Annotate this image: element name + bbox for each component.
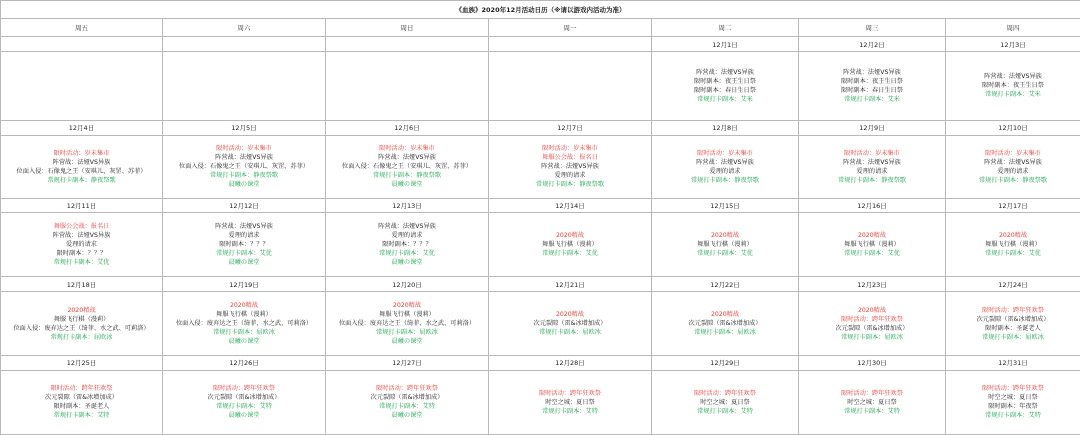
event-item: 位面入侵：石像鬼之王（安琪儿、灰罡、苏菲） bbox=[179, 163, 309, 171]
date-label: 12月26日 bbox=[163, 356, 326, 371]
day-cell bbox=[163, 51, 326, 120]
event-item: 限时副本：年夜祭 bbox=[988, 403, 1038, 411]
day-cell bbox=[489, 135, 652, 198]
day-cell bbox=[1, 135, 163, 198]
day-cell bbox=[1, 51, 163, 120]
date-label: 12月14日 bbox=[489, 198, 652, 213]
day-cell bbox=[946, 213, 1080, 277]
date-label: 12月29日 bbox=[652, 356, 799, 371]
event-item: 常规打卡副本：屈欧冰 bbox=[841, 333, 903, 341]
event-item: 爱理的请求 bbox=[66, 241, 97, 249]
event-item: 晨曦の课堂 bbox=[391, 338, 423, 346]
event-item: 阵营战：法娅VS异族 bbox=[843, 158, 901, 166]
event-item: 限时活动：跨年狂欢祭 bbox=[376, 385, 438, 393]
day-cell bbox=[326, 370, 489, 434]
event-item: 爱理的请求 bbox=[554, 172, 586, 180]
day-cell bbox=[946, 135, 1080, 198]
day-cell bbox=[799, 370, 946, 434]
day-cell bbox=[326, 51, 489, 120]
event-item: 晨曦の课堂 bbox=[391, 181, 423, 189]
date-label: 12月11日 bbox=[1, 198, 163, 213]
date-label: 12月3日 bbox=[946, 37, 1080, 52]
day-cell bbox=[799, 135, 946, 198]
event-item: 常规打卡副本：艾特 bbox=[53, 412, 110, 420]
event-item: 限时活动：岁末集市 bbox=[542, 145, 598, 153]
date-label: 12月24日 bbox=[946, 277, 1080, 292]
event-item: 限时副本：夜王生日祭 bbox=[841, 77, 903, 85]
event-item: 晨曦の课堂 bbox=[228, 412, 260, 420]
event-item: 阵营战：法娅VS异族 bbox=[541, 163, 599, 171]
day-cell bbox=[652, 370, 799, 434]
event-item: 常规打卡副本：艾优 bbox=[216, 250, 272, 258]
weekday-header: 周六 bbox=[163, 19, 326, 37]
event-item: 常规打卡副本：艾米 bbox=[844, 95, 900, 103]
day-cell bbox=[163, 291, 326, 355]
event-item: 爱理的请求 bbox=[709, 167, 741, 175]
event-item: 次元裂隙（雷&冰增加成） bbox=[835, 324, 909, 332]
day-cell bbox=[163, 135, 326, 198]
date-label: 12月23日 bbox=[799, 277, 946, 292]
event-item: 限时活动：跨年狂欢祭 bbox=[539, 389, 601, 397]
event-item: 阵营战：法娅VS异族 bbox=[984, 73, 1042, 81]
event-item: 晨曦の课堂 bbox=[228, 259, 260, 267]
date-label: 12月19日 bbox=[163, 277, 326, 292]
event-item: 阵营战：法娅VS异族 bbox=[696, 158, 754, 166]
date-label bbox=[326, 37, 489, 52]
event-item: 限时活动：岁末集市 bbox=[379, 145, 435, 153]
date-label: 12月17日 bbox=[946, 198, 1080, 213]
day-cell bbox=[799, 51, 946, 120]
date-label: 12月2日 bbox=[799, 37, 946, 52]
events-row bbox=[1, 291, 1080, 355]
event-item: 限时副本：夜王生日祭 bbox=[982, 82, 1044, 90]
event-item: 常规打卡副本：艾米 bbox=[985, 91, 1041, 99]
event-item: 2020精战 bbox=[998, 232, 1028, 240]
event-item: 阵营战：法娅VS异族 bbox=[52, 232, 111, 240]
day-cell bbox=[652, 291, 799, 355]
event-item: 阵营战：法娅VS异族 bbox=[984, 158, 1042, 166]
events-row bbox=[1, 135, 1080, 198]
event-item: 常规打卡副本：艾特 bbox=[697, 407, 753, 415]
event-item: 常规打卡副本：艾优 bbox=[53, 259, 110, 267]
event-item: 限时活动：跨年狂欢祭 bbox=[694, 389, 756, 397]
day-cell bbox=[652, 135, 799, 198]
calendar-title: 《血族》2020年12月活动日历（※请以游戏内活动为准） bbox=[1, 1, 1080, 19]
event-item: 时空之城：夏日祭 bbox=[700, 398, 750, 406]
event-item: 次元裂隙（雷&冰增加成） bbox=[207, 394, 281, 402]
date-row bbox=[1, 356, 1080, 371]
day-cell bbox=[489, 291, 652, 355]
date-label: 12月1日 bbox=[652, 37, 799, 52]
event-item: 2020精战 bbox=[229, 302, 259, 310]
date-label: 12月7日 bbox=[489, 120, 652, 135]
day-cell bbox=[163, 213, 326, 277]
day-cell bbox=[946, 291, 1080, 355]
event-item: 限时活动：跨年狂欢祭 bbox=[841, 315, 903, 323]
event-item: 常规打卡副本：艾优 bbox=[542, 250, 598, 258]
date-label: 12月15日 bbox=[652, 198, 799, 213]
event-item: 常规打卡副本：静夜祭歌 bbox=[372, 172, 442, 180]
event-item: 次元裂隙（雷&冰增加成） bbox=[370, 394, 444, 402]
event-item: 限时活动：岁末集市 bbox=[985, 149, 1041, 157]
event-item: 2020精战 bbox=[67, 306, 96, 314]
event-item: 限时活动：岁末集市 bbox=[216, 145, 272, 153]
day-cell bbox=[489, 370, 652, 434]
date-row bbox=[1, 277, 1080, 292]
date-label: 12月4日 bbox=[1, 120, 163, 135]
day-cell bbox=[946, 51, 1080, 120]
event-item: 位面入侵：废弃达之王（绮菲、水之武、可莉洛） bbox=[338, 320, 476, 328]
weekday-header: 周一 bbox=[489, 19, 652, 37]
event-item: 限时活动：跨年狂欢祭 bbox=[982, 385, 1044, 393]
event-item: 2020精战 bbox=[857, 306, 887, 314]
event-item: 舞服公会战：报名日 bbox=[542, 154, 598, 162]
events-row bbox=[1, 370, 1080, 434]
event-item: 阵营战：法娅VS异族 bbox=[215, 154, 273, 162]
event-item: 阵营战：法娅VS异族 bbox=[215, 223, 273, 231]
event-item: 限时活动：岁末集市 bbox=[697, 149, 753, 157]
event-item: 时空之城：夏日祭 bbox=[988, 394, 1038, 402]
date-label: 12月30日 bbox=[799, 356, 946, 371]
event-item: 阵营战：法娅VS异族 bbox=[696, 68, 754, 76]
date-label: 12月20日 bbox=[326, 277, 489, 292]
day-cell bbox=[1, 291, 163, 355]
event-item: 常规打卡副本：静夜祭歌 bbox=[535, 181, 605, 189]
event-item: 2020精战 bbox=[392, 302, 422, 310]
event-item: 位面入侵：废弃达之王（绮菲、水之武、可莉洛） bbox=[13, 324, 150, 332]
event-item: 常规打卡副本：屈欧冰 bbox=[376, 329, 438, 337]
day-cell bbox=[799, 291, 946, 355]
events-row bbox=[1, 51, 1080, 120]
date-row bbox=[1, 198, 1080, 213]
event-item: 限时副本：夜王生日祭 bbox=[694, 77, 756, 85]
event-item: 爱理的请求 bbox=[997, 167, 1029, 175]
event-item: 阵营战：法娅VS异族 bbox=[378, 223, 436, 231]
event-item: 2020精战 bbox=[555, 311, 585, 319]
date-label: 12月13日 bbox=[326, 198, 489, 213]
event-item: 舞服飞行棋（漫莉） bbox=[985, 241, 1041, 249]
weekday-header-row bbox=[1, 19, 1080, 37]
event-item: 常规打卡副本：艾特 bbox=[542, 407, 598, 415]
event-item: 舞服公会战：报名日 bbox=[53, 223, 110, 231]
weekday-header: 周四 bbox=[946, 19, 1080, 37]
event-item: 2020精战 bbox=[710, 232, 740, 240]
day-cell bbox=[163, 370, 326, 434]
date-row bbox=[1, 37, 1080, 52]
event-item: 2020精战 bbox=[857, 232, 887, 240]
event-item: 限时副本：？？？ bbox=[56, 250, 107, 258]
event-item: 限时副本：圣诞老人 bbox=[985, 324, 1041, 332]
event-item: 晨曦の课堂 bbox=[391, 412, 423, 420]
event-item: 常规打卡副本：艾米 bbox=[697, 95, 753, 103]
date-label: 12月27日 bbox=[326, 356, 489, 371]
event-item: 常规打卡副本：艾特 bbox=[985, 412, 1041, 420]
event-item: 2020精战 bbox=[555, 232, 585, 240]
event-item: 限时活动：跨年狂欢祭 bbox=[50, 385, 113, 393]
event-item: 限时活动：岁末集市 bbox=[53, 149, 110, 157]
event-item: 常规打卡副本：静夜祭歌 bbox=[209, 172, 279, 180]
day-cell bbox=[1, 370, 163, 434]
event-item: 爱理的请求 bbox=[228, 232, 260, 240]
event-item: 爱理的请求 bbox=[856, 167, 888, 175]
event-item: 舞服飞行棋（漫莉） bbox=[379, 311, 435, 319]
event-item: 晨曦の课堂 bbox=[228, 338, 260, 346]
date-label: 12月12日 bbox=[163, 198, 326, 213]
day-cell bbox=[326, 213, 489, 277]
date-label: 12月25日 bbox=[1, 356, 163, 371]
date-label bbox=[163, 37, 326, 52]
event-item: 位面入侵：废弃达之王（绮菲、水之武、可莉洛） bbox=[175, 320, 313, 328]
event-item: 常规打卡副本：艾优 bbox=[985, 250, 1041, 258]
event-item: 常规打卡副本：艾优 bbox=[844, 250, 900, 258]
event-item: 限时副本：圣诞老人 bbox=[53, 403, 110, 411]
event-item: 限时副本：？？？ bbox=[382, 241, 432, 249]
event-item: 常规打卡副本：屈欧冰 bbox=[213, 329, 275, 337]
event-item: 限时活动：跨年狂欢祭 bbox=[982, 306, 1044, 314]
day-cell bbox=[946, 370, 1080, 434]
event-item: 常规打卡副本：静夜祭歌 bbox=[47, 176, 116, 184]
event-item: 限时活动：跨年狂欢祭 bbox=[841, 389, 903, 397]
event-item: 限时活动：跨年狂欢祭 bbox=[213, 385, 275, 393]
event-item: 阵营战：法娅VS异族 bbox=[52, 158, 111, 166]
date-label: 12月22日 bbox=[652, 277, 799, 292]
date-label: 12月9日 bbox=[799, 120, 946, 135]
weekday-header: 周日 bbox=[326, 19, 489, 37]
day-cell bbox=[652, 213, 799, 277]
event-item: 次元裂隙（雷&冰增加成） bbox=[688, 320, 762, 328]
event-item: 舞服飞行棋（漫莉） bbox=[697, 241, 753, 249]
event-item: 常规打卡副本：屈欧冰 bbox=[982, 333, 1044, 341]
event-item: 常规打卡副本：屈欧冰 bbox=[50, 333, 113, 341]
event-item: 常规打卡副本：静夜祭歌 bbox=[837, 176, 907, 184]
event-item: 位面入侵：石像鬼之王（安琪儿、灰罡、苏菲） bbox=[342, 163, 472, 171]
event-item: 常规打卡副本：艾特 bbox=[844, 407, 900, 415]
event-item: 次元裂隙（雷&冰增加成） bbox=[45, 394, 118, 402]
event-item: 常规打卡副本：艾特 bbox=[216, 403, 272, 411]
event-item: 常规打卡副本：静夜祭歌 bbox=[690, 176, 760, 184]
event-item: 常规打卡副本：屈欧冰 bbox=[539, 329, 601, 337]
weekday-header: 周三 bbox=[799, 19, 946, 37]
event-item: 时空之城：夏日祭 bbox=[847, 398, 897, 406]
events-row bbox=[1, 213, 1080, 277]
date-label: 12月18日 bbox=[1, 277, 163, 292]
date-label: 12月16日 bbox=[799, 198, 946, 213]
date-label: 12月6日 bbox=[326, 120, 489, 135]
event-item: 位面入侵：石像鬼之王（安琪儿、灰罡、苏菲） bbox=[16, 167, 147, 175]
event-item: 舞服飞行棋（漫莉） bbox=[53, 315, 110, 323]
day-cell bbox=[326, 135, 489, 198]
event-item: 限时副本：？？？ bbox=[219, 241, 269, 249]
event-item: 常规打卡副本：艾特 bbox=[379, 403, 435, 411]
date-label: 12月5日 bbox=[163, 120, 326, 135]
event-item: 常规打卡副本：屈欧冰 bbox=[694, 329, 756, 337]
event-item: 限时活动：岁末集市 bbox=[844, 149, 900, 157]
date-label: 12月21日 bbox=[489, 277, 652, 292]
event-item: 常规打卡副本：艾优 bbox=[697, 250, 753, 258]
event-item: 次元裂隙（雷&冰增加成） bbox=[533, 320, 607, 328]
weekday-header: 周五 bbox=[1, 19, 163, 37]
event-item: 限时副本：春日生日祭 bbox=[694, 86, 756, 94]
event-item: 常规打卡副本：艾优 bbox=[379, 250, 435, 258]
day-cell bbox=[326, 291, 489, 355]
event-item: 舞服飞行棋（漫莉） bbox=[216, 311, 272, 319]
event-item: 2020精战 bbox=[710, 311, 740, 319]
date-label bbox=[489, 37, 652, 52]
date-label: 12月8日 bbox=[652, 120, 799, 135]
event-item: 限时副本：春日生日祭 bbox=[841, 86, 903, 94]
event-item: 次元裂隙（雷&冰增加成） bbox=[976, 315, 1050, 323]
day-cell bbox=[799, 213, 946, 277]
event-item: 阵营战：法娅VS异族 bbox=[378, 154, 436, 162]
date-row bbox=[1, 120, 1080, 135]
event-item: 时空之城：夏日祭 bbox=[545, 398, 595, 406]
weekday-header: 周二 bbox=[652, 19, 799, 37]
event-item: 常规打卡副本：静夜祭歌 bbox=[978, 176, 1048, 184]
day-cell bbox=[1, 213, 163, 277]
event-item: 阵营战：法娅VS异族 bbox=[843, 68, 901, 76]
event-item: 爱理的请求 bbox=[391, 232, 423, 240]
date-label: 12月31日 bbox=[946, 356, 1080, 371]
date-label bbox=[1, 37, 163, 52]
event-item: 舞服飞行棋（漫莉） bbox=[542, 241, 598, 249]
event-item: 晨曦の课堂 bbox=[391, 259, 423, 267]
day-cell bbox=[489, 51, 652, 120]
date-label: 12月28日 bbox=[489, 356, 652, 371]
day-cell bbox=[652, 51, 799, 120]
event-item: 舞服飞行棋（漫莉） bbox=[844, 241, 900, 249]
date-label: 12月10日 bbox=[946, 120, 1080, 135]
event-item: 晨曦の课堂 bbox=[228, 181, 260, 189]
day-cell bbox=[489, 213, 652, 277]
